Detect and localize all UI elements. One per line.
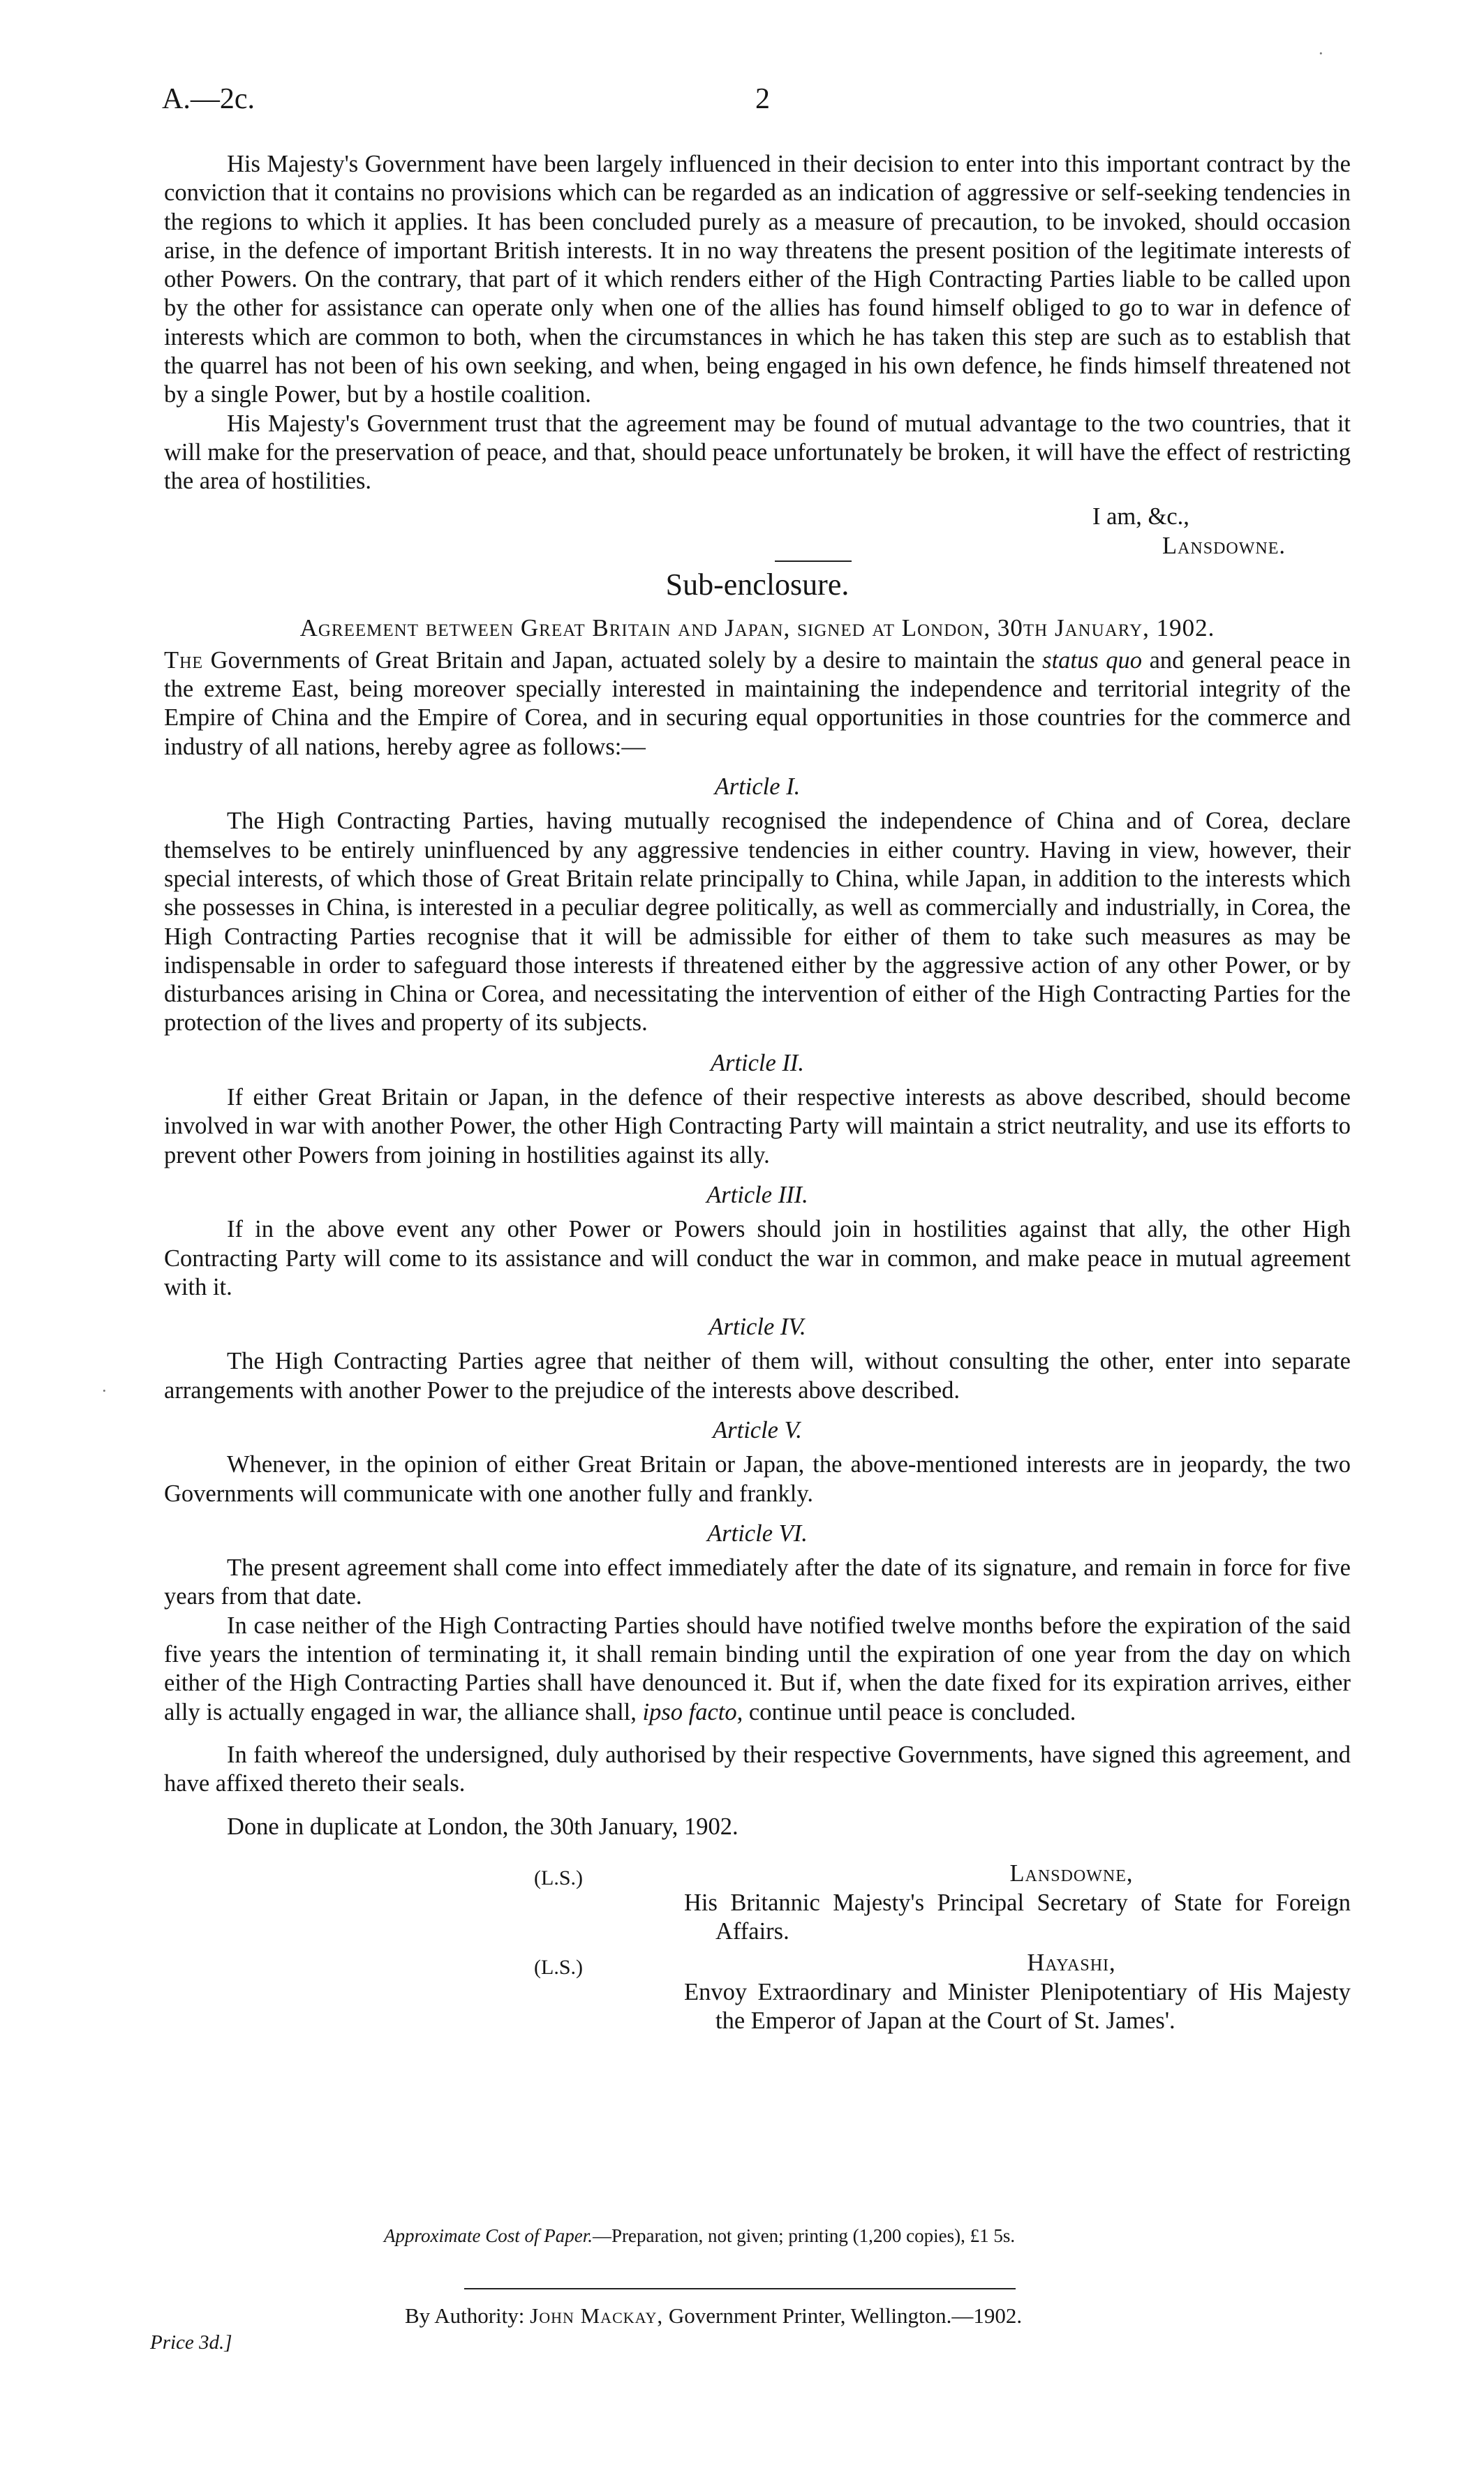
article-heading: Article IV. — [708, 1314, 806, 1341]
preamble-text: and general peace in the extreme East, being moreover specially interested in maintaining the independence and territorial integrity of the Empire of China and the Empire of Corea, and in securing equal opportunities in those countries for the commerce and industry of all nations, hereby agree as follows:— — [164, 646, 1351, 760]
preamble — [164, 646, 1351, 762]
article-paragraph: The High Contracting Parties, having mutually recognised the independence of China and of Corea, declare themselves to be entirely uninfluenced by any aggressive tendencies in either country. Having in view, however, their special interests, of which those of Great Britain relate principally to China, while Japan, in addition to the interests which she possesses in China, is interested in a peculiar degree politically, as well as commercially and industrially, in Corea, the High Contracting Parties recognise that it will be admissible for either of them to take such measures as may be indispensable in order to safeguard those interests if threatened either by the aggressive action of any other Power, or by disturbances arising in China or Corea, and necessitating the intervention of either of the High Contracting Parties for the protection of the lives and property of its subjects. — [164, 808, 1351, 1037]
signatory-title: Envoy Extraordinary and Minister Plenipotentiary of His Majesty the Emperor of Japan at the Court of St. James'. — [684, 1978, 1351, 2035]
document-reference: A.—2c. — [162, 83, 255, 115]
cost-label: Approximate Cost of Paper. — [384, 2225, 593, 2246]
scan-mark: · — [101, 1381, 107, 1401]
article-heading: Article I. — [714, 773, 801, 801]
seal-mark: (L.S.) — [534, 1955, 583, 1979]
done-clause: Done in duplicate at London, the 30th January, 1902. — [227, 1813, 739, 1840]
spacer — [164, 1727, 1351, 1741]
preamble-italic: status quo — [1042, 646, 1142, 674]
article-paragraph: The present agreement shall come into effect immediately after the date of its signature, and remain in force for five years from that date. — [164, 1554, 1351, 1610]
spacer — [164, 1799, 1351, 1813]
price-note: Price 3d.] — [150, 2331, 232, 2354]
letter-paragraph: His Majesty's Government trust that the agreement may be found of mutual advantage to the two countries, that it will make for the preservation of peace, and that, should peace unfortunately be broken, it will have the effect of restricting the area of hostilities. — [164, 410, 1351, 495]
article-heading: Article III. — [706, 1181, 808, 1208]
article-paragraph: The High Contracting Parties agree that neither of them will, without consulting the other, enter into separate arrangements with another Power to the prejudice of the interests above described. — [164, 1348, 1351, 1404]
article-paragraph: If either Great Britain or Japan, in the defence of their respective interests as above described, should become involved in war with another Power, the other High Contracting Party will maintain a strict neutrality, and use its efforts to prevent other Powers from joining in hostilities against its ally. — [164, 1084, 1351, 1168]
sub-enclosure-heading: Sub-enclosure. — [665, 567, 849, 602]
letter-paragraph: His Majesty's Government have been largely influenced in their decision to enter into this important contract by the conviction that it contains no provisions which can be regarded as an indication of aggressive or self-seeking tendencies in the regions to which it applies. It has been concluded purely as a measure of precaution, to be invoked, should occasion arise, in the defence of important British interests. It in no way threatens the present position of the legitimate interests of other Powers. On the contrary, that part of it which renders either of the High Contracting Parties liable to be called upon by the other for assistance can operate only when one of the allies has found himself obliged to go to war in defence of interests which are common to both, when the circumstances in which he has taken this step are such as to establish that the quarrel has not been of his own seeking, and when, being engaged in his own defence, he finds himself threatened not by a single Power, but by a hostile coalition. — [164, 151, 1351, 408]
testimonium: In faith whereof the undersigned, duly authorised by their respective Governments, have signed this agreement, and have affixed thereto their seals. — [164, 1741, 1351, 1797]
seal-mark: (L.S.) — [534, 1866, 583, 1889]
footer-divider — [464, 2288, 1016, 2289]
preamble-lead: The — [164, 646, 204, 674]
letter-closing — [1092, 502, 1316, 560]
signatory-name: Hayashi, — [1027, 1949, 1116, 1976]
section-divider — [775, 560, 852, 562]
article-heading: Article II. — [710, 1049, 805, 1076]
authority-tail: Government Printer, Wellington.—1902. — [668, 2303, 1023, 2328]
authority-lead: By Authority: — [405, 2303, 525, 2328]
closing-signature: Lansdowne. — [1162, 532, 1286, 559]
article-heading: Article VI. — [707, 1520, 808, 1547]
signatory-name: Lansdowne, — [1009, 1859, 1134, 1887]
signatory-title: His Britannic Majesty's Principal Secretary of State for Foreign Affairs. — [684, 1889, 1351, 1945]
article-paragraph — [164, 1612, 1351, 1727]
article-paragraph: Whenever, in the opinion of either Great Britain or Japan, the above-mentioned interests are in jeopardy, the two Governments will communicate with one another fully and frankly. — [164, 1451, 1351, 1507]
article-heading: Article V. — [713, 1416, 802, 1443]
agreement-title: Agreement between Great Britain and Japan, signed at London, 30th January, 1902. — [299, 614, 1215, 641]
printer-authority — [405, 2303, 1022, 2329]
preamble-text: Governments of Great Britain and Japan, actuated solely by a desire to maintain the — [210, 646, 1035, 674]
article-paragraph: If in the above event any other Power or Powers should join in hostilities against that ally, the other High Contracting Party will come to its assistance and will conduct the war in common, and make peace in mutual agreement with it. — [164, 1216, 1351, 1300]
signature-block — [164, 1859, 1351, 2153]
printer-name: John Mackay, — [530, 2303, 664, 2328]
article-text: In case neither of the High Contracting Parties should have notified twelve months before the expiration of the said five years the intention of terminating it, it shall remain binding until the expiration of one year from the day on which either of the High Contracting Parties shall have denounced it. But if, when the date fixed for its expiration arrives, either ally is actually engaged in war, the alliance shall, — [164, 1612, 1351, 1725]
cost-footnote — [384, 2225, 1015, 2247]
article-italic: ipso facto, — [642, 1698, 743, 1725]
page-header — [162, 82, 1349, 131]
closing-salutation: I am, &c., — [1092, 503, 1189, 530]
cost-text: —Preparation, not given; printing (1,200 copies), £1 5s. — [592, 2225, 1016, 2246]
scan-mark: · — [1318, 43, 1324, 64]
article-text: continue until peace is concluded. — [748, 1698, 1076, 1725]
document-body — [164, 150, 1351, 2153]
page-number: 2 — [755, 83, 770, 115]
